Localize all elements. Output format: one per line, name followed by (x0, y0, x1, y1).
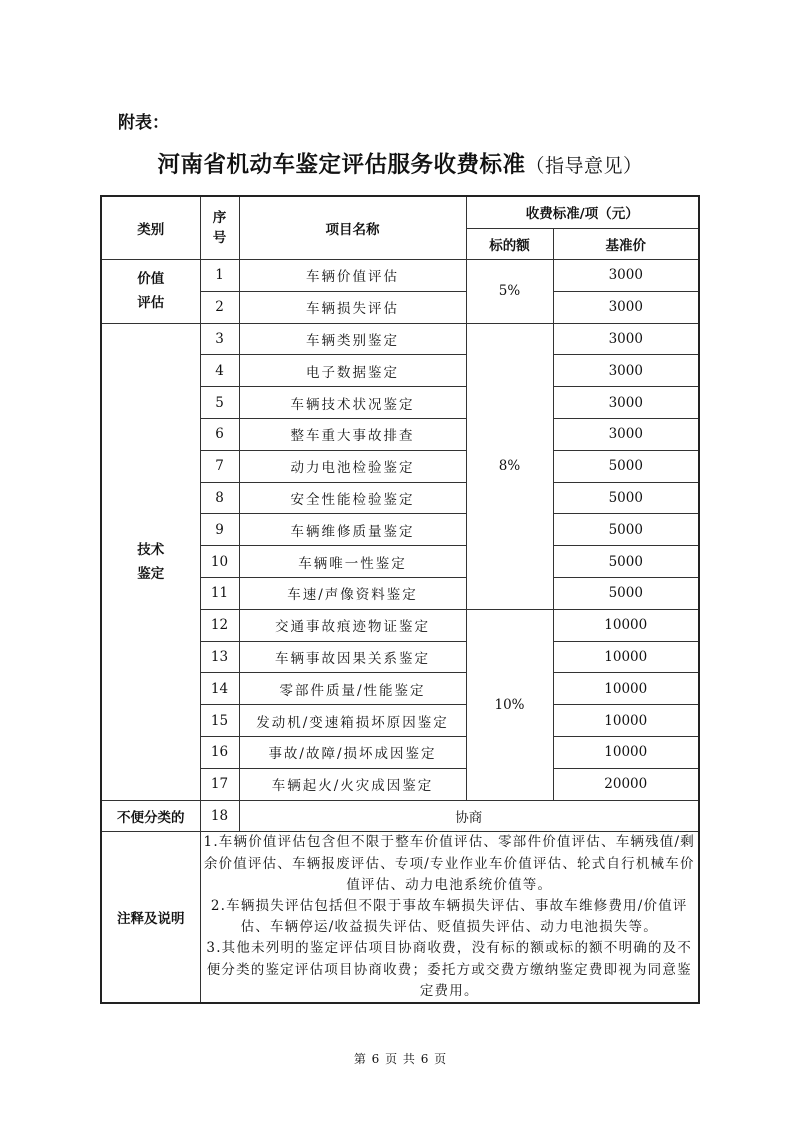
rate-cell: 10% (466, 609, 553, 800)
header-category: 类别 (101, 196, 200, 260)
notes-cell (200, 832, 699, 1003)
row-seq: 3 (200, 323, 239, 355)
header-seq (200, 196, 239, 260)
row-item-name: 车辆类别鉴定 (239, 323, 466, 355)
note-paragraph: 1.车辆价值评估包含但不限于整车价值评估、零部件价值评估、车辆残值/剩余价值评估、车辆报废评估、专项/专业作业车价值评估、轮式自行机械车价值评估、动力电池系统价值等。 (203, 834, 695, 893)
row-base-price: 10000 (553, 705, 699, 737)
header-fee: 收费标准/项（元） (466, 196, 699, 228)
title-main: 河南省机动车鉴定评估服务收费标准 (157, 152, 526, 178)
row-item-name: 动力电池检验鉴定 (239, 450, 466, 482)
row-item-name: 车辆维修质量鉴定 (239, 514, 466, 546)
appendix-label: 附表： (118, 113, 169, 133)
row-seq: 1 (200, 260, 239, 292)
row-base-price: 5000 (553, 482, 699, 514)
page-footer: 第 6 页 共 6 页 (353, 1052, 447, 1066)
row-seq: 17 (200, 768, 239, 800)
row-item-name: 电子数据鉴定 (239, 355, 466, 387)
row-base-price: 3000 (553, 418, 699, 450)
row-seq: 4 (200, 355, 239, 387)
header-item-name: 项目名称 (239, 196, 466, 260)
category-label-line: 鉴定 (137, 565, 165, 582)
note-paragraph: 3.其他未列明的鉴定评估项目协商收费，没有标的额或标的额不明确的及不便分类的鉴定评估项目协商收费；委托方或交费方缴纳鉴定费即视为同意鉴定费用。 (206, 940, 693, 999)
row-base-price: 5000 (553, 514, 699, 546)
row-seq: 6 (200, 418, 239, 450)
row-seq: 11 (200, 577, 239, 609)
row-item-name: 车辆价值评估 (239, 260, 466, 292)
row-seq: 16 (200, 736, 239, 768)
table-row-uncategorized (101, 800, 699, 832)
row-seq: 2 (200, 291, 239, 323)
row-base-price: 3000 (553, 323, 699, 355)
table-row (101, 260, 699, 292)
fee-standard-table (100, 195, 700, 1004)
row-seq: 15 (200, 705, 239, 737)
row-base-price: 3000 (553, 260, 699, 292)
row-item-name: 车辆起火/火灾成因鉴定 (239, 768, 466, 800)
row-item-name: 发动机/变速箱损坏原因鉴定 (239, 705, 466, 737)
row-base-price: 3000 (553, 387, 699, 419)
row-base-price: 5000 (553, 546, 699, 578)
row-base-price: 5000 (553, 450, 699, 482)
row-item-name: 安全性能检验鉴定 (239, 482, 466, 514)
title-suffix: （指导意见） (525, 155, 643, 177)
header-seq-text: 序号 (212, 210, 227, 246)
row-base-price: 10000 (553, 673, 699, 705)
category-label-line: 评估 (137, 295, 165, 312)
row-item-name: 车辆事故因果关系鉴定 (239, 641, 466, 673)
table-header-row (101, 196, 699, 228)
rate-cell: 8% (466, 323, 553, 609)
row-base-price: 5000 (553, 577, 699, 609)
row-base-price: 20000 (553, 768, 699, 800)
category-label-line: 价值 (137, 271, 165, 288)
note-paragraph: 2.车辆损失评估包括但不限于事故车辆损失评估、事故车维修费用/价值评估、车辆停运/收益损失评估、贬值损失评估、动力电池损失等。 (210, 897, 688, 936)
row-seq: 10 (200, 546, 239, 578)
row-base-price: 3000 (553, 291, 699, 323)
rate-cell: 5% (466, 260, 553, 324)
row-base-price: 10000 (553, 736, 699, 768)
row-seq: 13 (200, 641, 239, 673)
row-item-name: 事故/故障/损坏成因鉴定 (239, 736, 466, 768)
row-seq: 18 (200, 800, 239, 832)
row-seq: 14 (200, 673, 239, 705)
row-seq: 12 (200, 609, 239, 641)
row-item-name: 交通事故痕迹物证鉴定 (239, 609, 466, 641)
header-base-price: 基准价 (553, 228, 699, 260)
row-seq: 8 (200, 482, 239, 514)
row-base-price: 10000 (553, 609, 699, 641)
row-item-name: 零部件质量/性能鉴定 (239, 673, 466, 705)
table-row (101, 323, 699, 355)
row-item-name: 整车重大事故排查 (239, 418, 466, 450)
category-label-line: 技术 (137, 541, 165, 558)
row-base-price: 3000 (553, 355, 699, 387)
row-fee-negotiated: 协商 (239, 800, 699, 832)
category-uncategorized: 不便分类的 (101, 800, 200, 832)
row-item-name: 车速/声像资料鉴定 (239, 577, 466, 609)
row-item-name: 车辆技术状况鉴定 (239, 387, 466, 419)
row-seq: 9 (200, 514, 239, 546)
category-technical-appraisal (101, 323, 200, 800)
category-value-assessment (101, 260, 200, 324)
category-notes: 注释及说明 (101, 832, 200, 1003)
row-base-price: 10000 (553, 641, 699, 673)
header-rate: 标的额 (466, 228, 553, 260)
document-title (0, 147, 800, 179)
row-item-name: 车辆唯一性鉴定 (239, 546, 466, 578)
row-seq: 5 (200, 387, 239, 419)
table-row-notes (101, 832, 699, 1003)
row-seq: 7 (200, 450, 239, 482)
row-item-name: 车辆损失评估 (239, 291, 466, 323)
